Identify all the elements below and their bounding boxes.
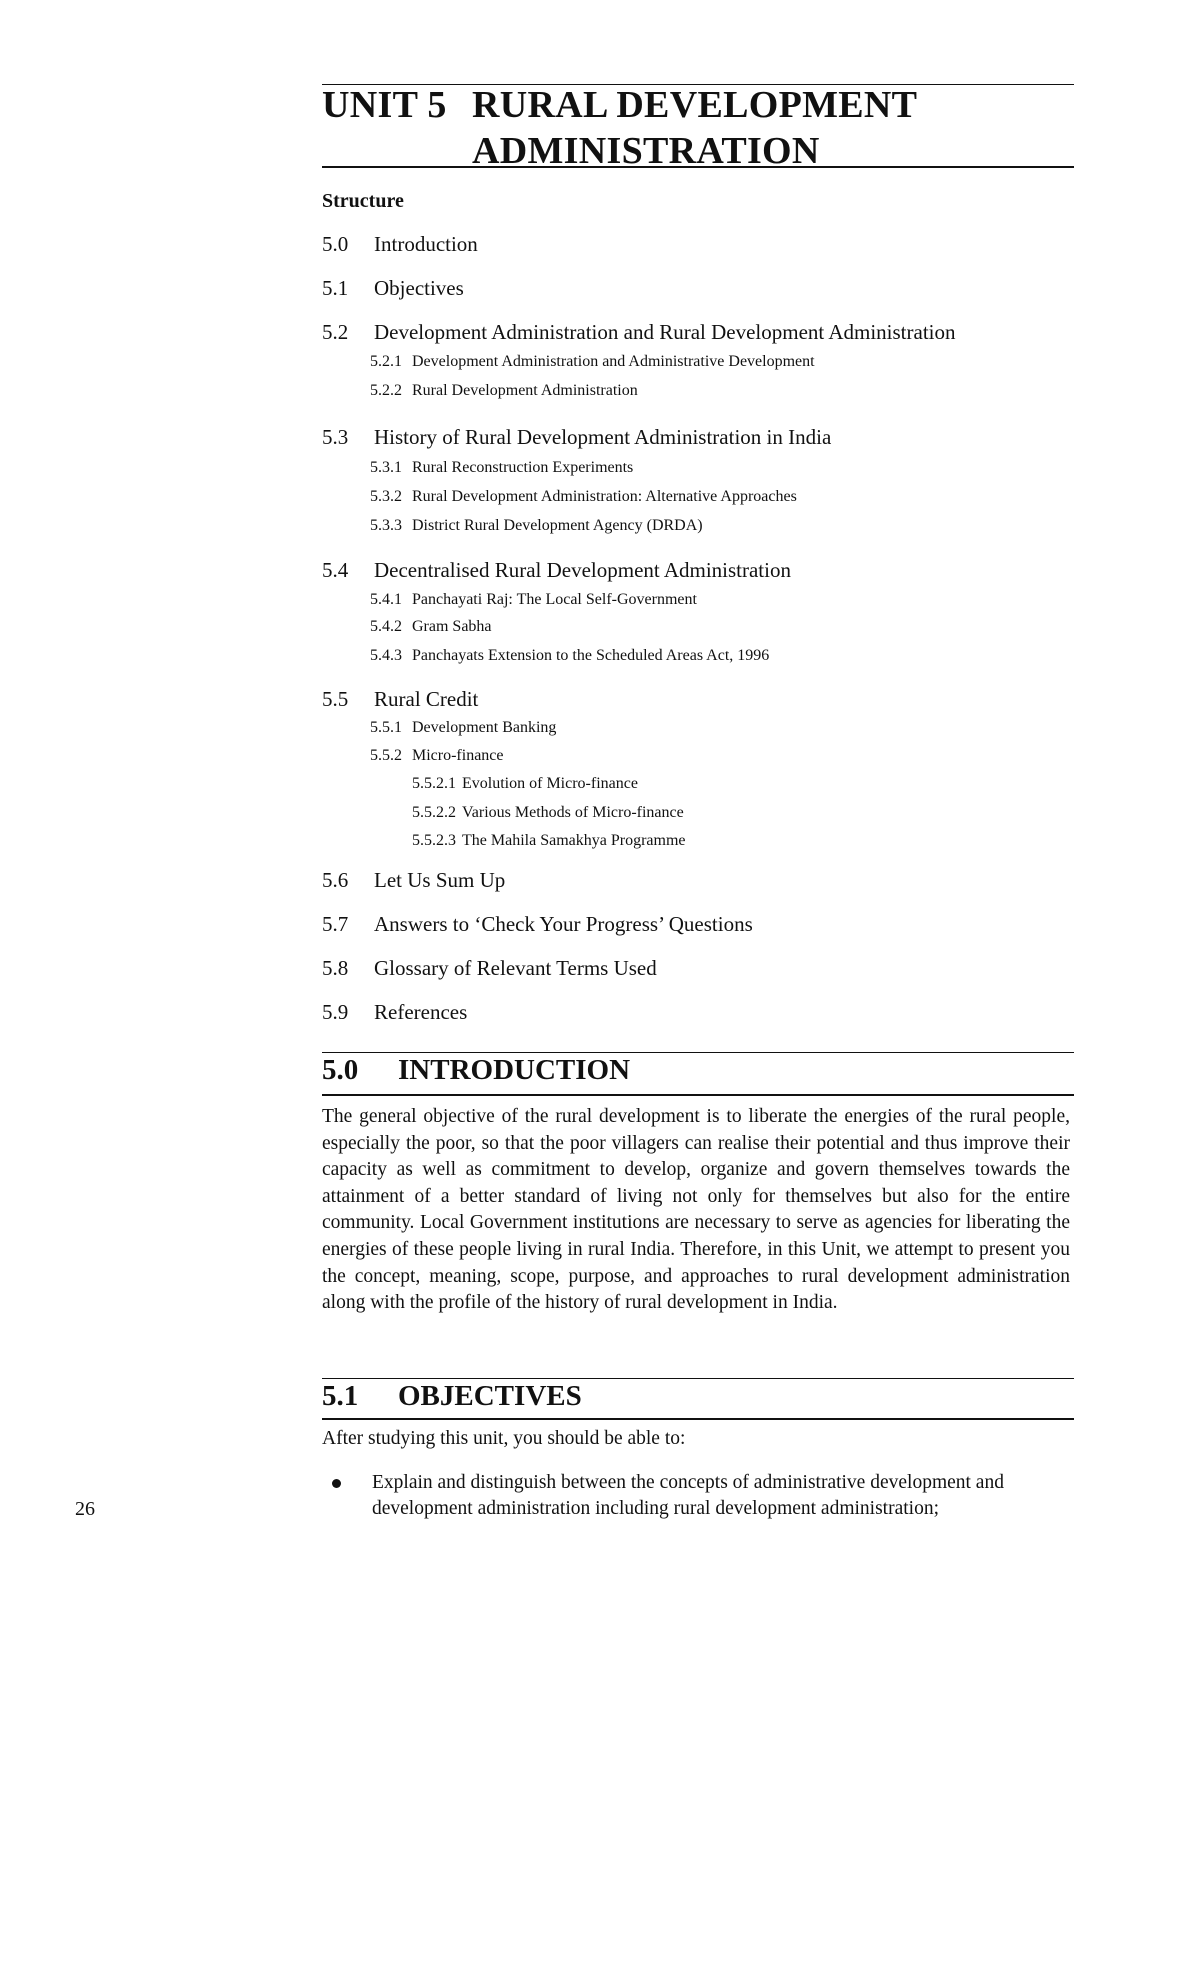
toc-item-label: Micro-finance (412, 747, 504, 764)
toc-item-label: Gram Sabha (412, 618, 492, 635)
toc-item-number: 5.9 (322, 1000, 349, 1024)
toc-item (322, 276, 464, 301)
introduction-number: 5.0 (322, 1054, 359, 1086)
toc-item-label: Development Administration and Rural Development Administration (374, 320, 956, 344)
objectives-number: 5.1 (322, 1380, 359, 1412)
toc-item-label: Evolution of Micro-finance (462, 775, 638, 792)
intro-bottom-rule (322, 1094, 1074, 1096)
toc-item-number: 5.2.2 (370, 382, 402, 399)
toc-item-number: 5.5.2.3 (412, 832, 456, 849)
toc-item (322, 558, 791, 583)
toc-item-label: Glossary of Relevant Terms Used (374, 956, 657, 980)
toc-item-number: 5.7 (322, 912, 349, 936)
toc-item-label: District Rural Development Agency (DRDA) (412, 517, 703, 534)
toc-item-number: 5.2.1 (370, 353, 402, 370)
toc-item (412, 775, 638, 793)
toc-item-number: 5.5.2 (370, 747, 402, 764)
toc-item (370, 459, 633, 477)
introduction-heading (322, 1054, 630, 1087)
unit-title-line-1: RURAL DEVELOPMENT (472, 84, 918, 126)
toc-item-label: Rural Reconstruction Experiments (412, 459, 634, 476)
toc-item-label: Answers to ‘Check Your Progress’ Questions (374, 912, 753, 936)
objectives-heading (322, 1380, 582, 1413)
toc-item-label: Panchayats Extension to the Scheduled Areas Act, 1996 (412, 647, 770, 664)
objectives-title: OBJECTIVES (398, 1380, 582, 1412)
introduction-title: INTRODUCTION (398, 1054, 631, 1086)
toc-item (322, 868, 505, 893)
objectives-top-rule (322, 1378, 1074, 1379)
toc-item (370, 647, 769, 665)
toc-item-number: 5.4.2 (370, 618, 402, 635)
toc-item-label: Various Methods of Micro-finance (462, 804, 684, 821)
toc-item-number: 5.3.3 (370, 517, 402, 534)
toc-item (370, 719, 556, 737)
intro-top-rule (322, 1052, 1074, 1053)
toc-item-label: Let Us Sum Up (374, 868, 506, 892)
toc-item-number: 5.4.3 (370, 647, 402, 664)
toc-item-number: 5.5 (322, 687, 349, 711)
toc-item (412, 832, 686, 850)
toc-item-number: 5.4 (322, 558, 349, 582)
toc-item (322, 320, 956, 345)
unit-title-line-2: ADMINISTRATION (472, 130, 820, 172)
toc-item-label: Decentralised Rural Development Administration (374, 558, 791, 582)
toc-item-label: Rural Credit (374, 687, 479, 711)
toc-item (370, 618, 492, 636)
toc-item-number: 5.5.2.1 (412, 775, 456, 792)
toc-item-label: Development Banking (412, 719, 557, 736)
objectives-bottom-rule (322, 1418, 1074, 1420)
toc-item-label: Objectives (374, 276, 464, 300)
toc-item-number: 5.3 (322, 425, 349, 449)
page-number: 26 (75, 1498, 95, 1520)
toc-item-number: 5.3.2 (370, 488, 402, 505)
toc-item-number: 5.3.1 (370, 459, 402, 476)
list-item-text: Explain and distinguish between the concepts of administrative development and development administration including rural development administration; (372, 1472, 1004, 1519)
toc-item (412, 804, 684, 822)
toc-item (370, 591, 697, 609)
toc-item (322, 1000, 467, 1025)
toc-item-number: 5.4.1 (370, 591, 402, 608)
structure-heading: Structure (322, 190, 404, 212)
unit-label: UNIT 5 (322, 84, 447, 126)
toc-item-label: References (374, 1000, 468, 1024)
toc-item-label: Rural Development Administration: Alternative Approaches (412, 488, 797, 505)
toc-item-label: Rural Development Administration (412, 382, 638, 399)
toc-item-number: 5.0 (322, 232, 349, 256)
toc-item-label: The Mahila Samakhya Programme (462, 832, 686, 849)
toc-item-label: Introduction (374, 232, 478, 256)
toc-item (322, 687, 478, 712)
toc-item-number: 5.6 (322, 868, 349, 892)
toc-item-number: 5.8 (322, 956, 349, 980)
toc-item (370, 488, 797, 506)
toc-item (322, 232, 478, 257)
toc-item-number: 5.5.1 (370, 719, 402, 736)
toc-item-number: 5.1 (322, 276, 349, 300)
toc-item-label: History of Rural Development Administration in India (374, 425, 832, 449)
list-item (322, 1470, 1074, 1522)
toc-item-number: 5.2 (322, 320, 349, 344)
toc-item (322, 425, 831, 450)
toc-item (322, 956, 657, 981)
toc-item-number: 5.5.2.2 (412, 804, 456, 821)
toc-item-label: Development Administration and Administrative Development (412, 353, 815, 370)
toc-item (370, 517, 703, 535)
objectives-lead: After studying this unit, you should be able to: (322, 1428, 686, 1449)
toc-item (370, 353, 815, 371)
objectives-list (322, 1470, 1074, 1522)
toc-item (370, 747, 504, 765)
introduction-paragraph: The general objective of the rural development is to liberate the energies of the rural people, especially the poor, so that the poor villagers can realise their potential and thus improve their capacity as well as commitment to develop, organize and govern themselves towards the attainment of a better standard of living not only for themselves but also for the entire community. Local Government institutions are necessary to serve as agencies for liberating the energies of these people living in rural India. Therefore, in this Unit, we attempt to present you the concept, meaning, scope, purpose, and approaches to rural development administration along with the profile of the history of rural development in India. (322, 1106, 1070, 1314)
toc-item-label: Panchayati Raj: The Local Self-Government (412, 591, 697, 608)
toc-item (322, 912, 753, 937)
toc-item (370, 382, 638, 400)
bullet-icon (332, 1479, 341, 1488)
